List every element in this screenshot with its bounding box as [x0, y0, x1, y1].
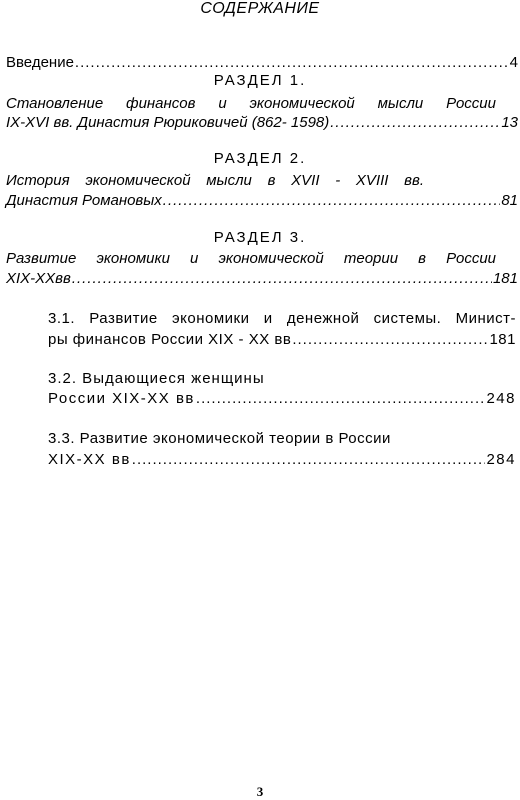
toc-entry-label: России XIX-XX вв	[48, 390, 195, 407]
toc-entry-label: XIX-XX вв	[48, 451, 131, 468]
section-title-line: Становление финансов и экономической мысли России	[6, 95, 496, 112]
leader-dots	[72, 270, 492, 287]
leader-dots	[330, 114, 500, 131]
section-title-line: История экономической мысли в XVII - XVIII вв.	[6, 172, 424, 189]
toc-entry-subsection-3-1[interactable]	[48, 331, 516, 348]
toc-entry-section-3[interactable]	[6, 270, 518, 287]
leader-dots	[292, 331, 488, 348]
toc-entry-label: Введение	[6, 54, 74, 71]
subsection-title-line: 3.2. Выдающиеся женщины	[48, 370, 265, 387]
toc-entry-page: 13	[501, 114, 518, 131]
toc-entry-page: 4	[509, 54, 518, 71]
toc-entry-intro[interactable]	[6, 54, 518, 71]
section-heading: РАЗДЕЛ 2.	[213, 150, 307, 167]
leader-dots	[75, 54, 509, 71]
leader-dots	[163, 192, 501, 209]
page-number: 3	[256, 784, 264, 799]
toc-entry-label: Династия Романовых	[6, 192, 162, 209]
page-title: СОДЕРЖАНИЕ	[200, 0, 320, 17]
section-heading: РАЗДЕЛ 3.	[213, 229, 307, 246]
leader-dots	[196, 390, 486, 407]
toc-entry-section-2[interactable]	[6, 192, 518, 209]
section-title-line: Развитие экономики и экономической теории в России	[6, 250, 496, 267]
toc-entry-label: IX-XVI вв. Династия Рюриковичей (862- 1598)	[6, 114, 330, 131]
toc-entry-page: 181	[489, 331, 516, 348]
leader-dots	[132, 451, 486, 468]
toc-entry-section-1[interactable]	[6, 114, 518, 131]
subsection-title-line: 3.1. Развитие экономики и денежной системы. Минист-	[48, 310, 516, 327]
toc-entry-subsection-3-3[interactable]	[48, 451, 516, 468]
toc-entry-page: 81	[501, 192, 518, 209]
toc-entry-page: 181	[492, 270, 518, 287]
toc-entry-label: XIX-XXвв	[6, 270, 71, 287]
section-heading: РАЗДЕЛ 1.	[213, 72, 307, 89]
toc-entry-subsection-3-2[interactable]	[48, 390, 516, 407]
toc-entry-label: ры финансов России XIX - XX вв	[48, 331, 292, 348]
toc-entry-page: 284	[486, 451, 516, 468]
toc-entry-page: 248	[486, 390, 516, 407]
subsection-title-line: 3.3. Развитие экономической теории в России	[48, 430, 391, 447]
